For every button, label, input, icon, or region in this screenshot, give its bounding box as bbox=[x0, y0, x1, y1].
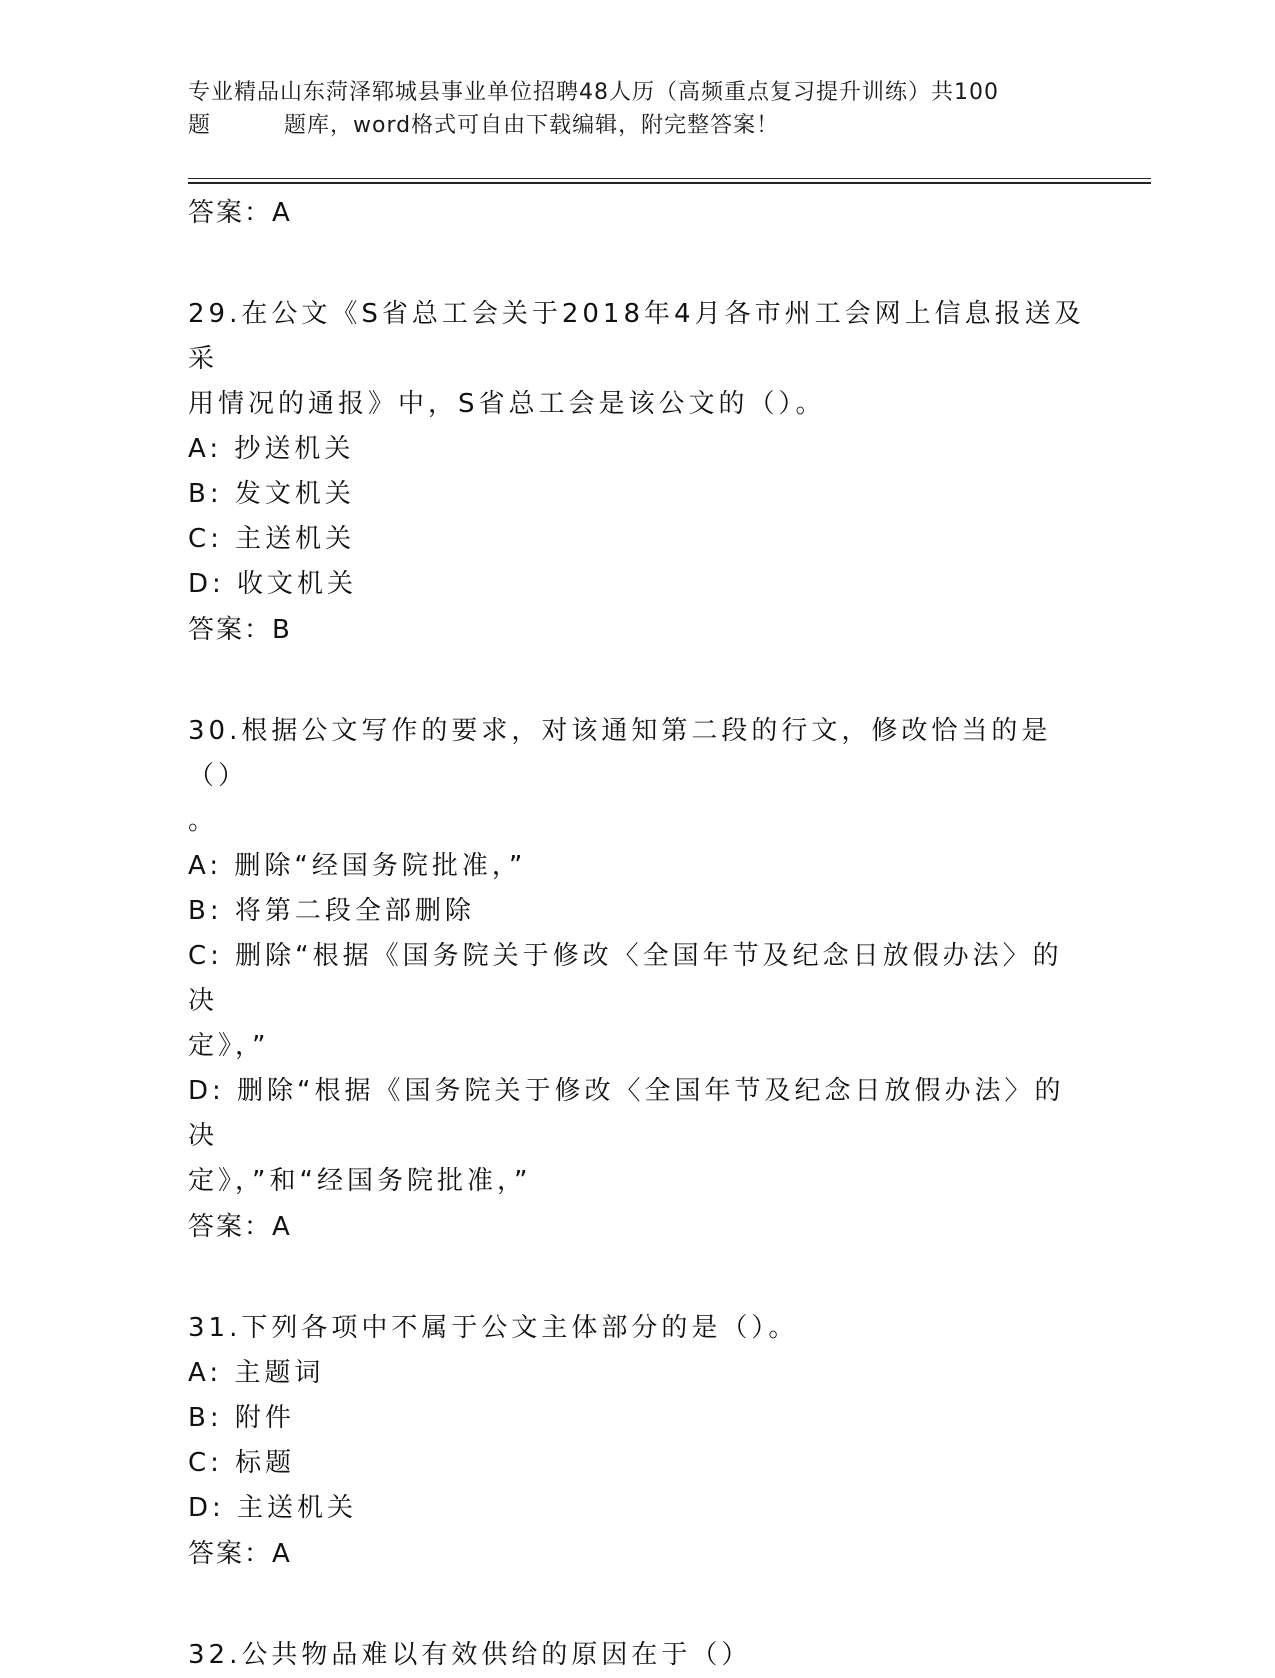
option-d: D: 收文机关 bbox=[188, 569, 358, 599]
option-c: C: 主送机关 bbox=[188, 524, 356, 554]
question-text-line: 32.公共物品难以有效供给的原因在于（） bbox=[188, 1640, 752, 1670]
option-a: A: 删除“经国务院批准，” bbox=[188, 851, 527, 881]
question-block bbox=[188, 1306, 1088, 1577]
question-block bbox=[188, 709, 1088, 1250]
question-text-line: 用情况的通报》中，S省总工会是该公文的（）。 bbox=[188, 389, 826, 419]
document-header bbox=[188, 76, 1078, 142]
answer-text: 答案：B bbox=[188, 615, 292, 645]
option-b: B: 将第二段全部删除 bbox=[188, 896, 475, 926]
question-text-line: 30.根据公文写作的要求，对该通知第二段的行文，修改恰当的是（） bbox=[188, 716, 1052, 791]
header-title-line1: 专业精品山东菏泽郓城县事业单位招聘48人历（高频重点复习提升训练）共100 bbox=[188, 80, 999, 105]
answer-text: 答案：A bbox=[188, 1539, 292, 1569]
questions-content bbox=[188, 190, 1088, 1678]
option-d: D: 主送机关 bbox=[188, 1493, 358, 1523]
header-divider-thick bbox=[188, 182, 1151, 184]
option-b: B: 附件 bbox=[188, 1403, 295, 1433]
question-block bbox=[188, 1633, 1088, 1678]
header-title-line2-rest: 题库，word格式可自由下载编辑，附完整答案！ bbox=[284, 113, 780, 138]
option-c: C: 删除“根据《国务院关于修改〈全国年节及纪念日放假办法〉的决 bbox=[188, 941, 1063, 1016]
question-text-line: 31.下列各项中不属于公文主体部分的是（）。 bbox=[188, 1313, 799, 1343]
question-text-line: 29.在公文《S省总工会关于2018年4月各市州工会网上信息报送及采 bbox=[188, 299, 1085, 374]
spacer bbox=[188, 1250, 1088, 1306]
spacer bbox=[188, 236, 1088, 292]
option-c: C: 标题 bbox=[188, 1448, 296, 1478]
option-a: A: 主题词 bbox=[188, 1358, 325, 1388]
header-divider-thin bbox=[188, 178, 1151, 179]
header-title-line2-lead: 题 bbox=[188, 113, 212, 138]
option-c-continued: 定》，” bbox=[188, 1031, 270, 1061]
question-block bbox=[188, 292, 1088, 653]
spacer bbox=[188, 653, 1088, 709]
answer-text: 答案：A bbox=[188, 1212, 292, 1242]
option-d-continued: 定》，”和“经国务院批准，” bbox=[188, 1166, 532, 1196]
option-d: D: 删除“根据《国务院关于修改〈全国年节及纪念日放假办法〉的决 bbox=[188, 1076, 1065, 1151]
answer-previous: 答案：A bbox=[188, 198, 292, 228]
spacer bbox=[188, 1577, 1088, 1633]
question-text-line: 。 bbox=[188, 806, 219, 836]
option-a: A: 抄送机关 bbox=[188, 434, 355, 464]
option-b: B: 发文机关 bbox=[188, 479, 355, 509]
header-title-line2 bbox=[188, 109, 1078, 142]
